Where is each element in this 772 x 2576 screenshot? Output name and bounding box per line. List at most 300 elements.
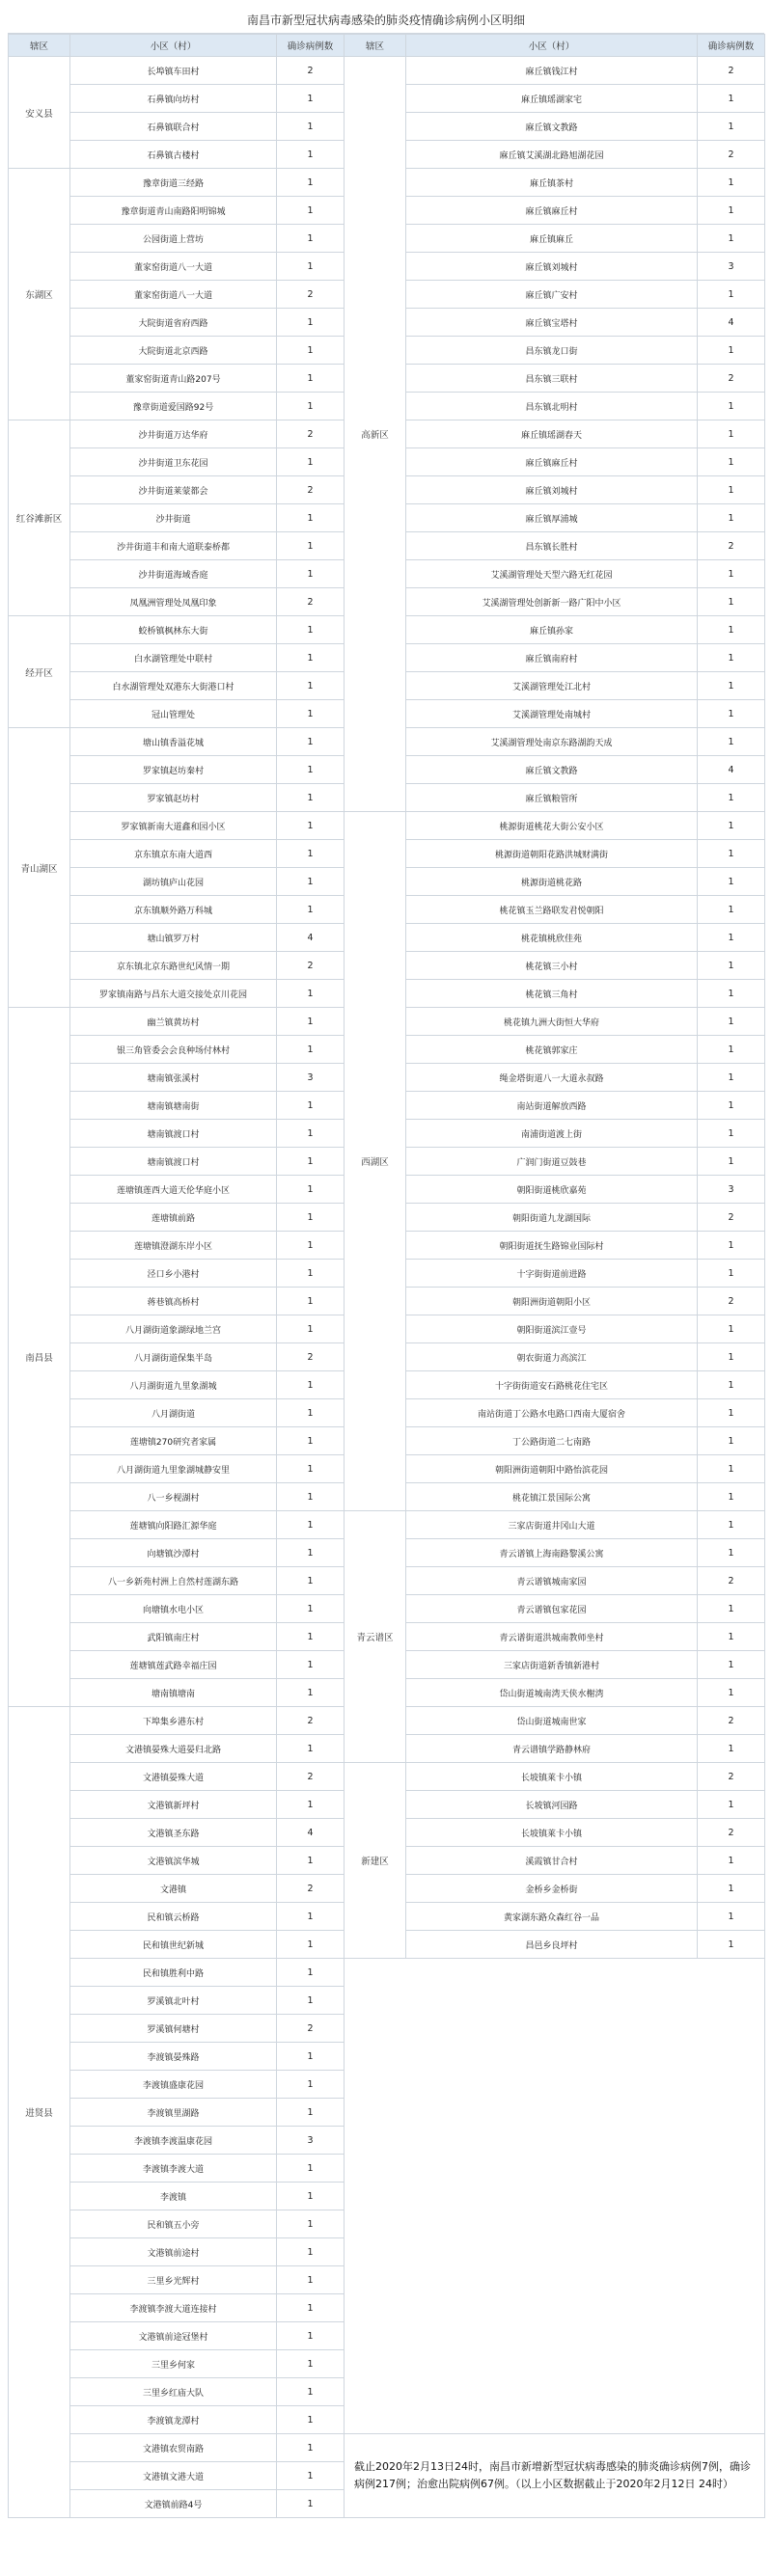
- case-count-cell: 1: [277, 1260, 345, 1288]
- case-count-cell: 1: [277, 644, 345, 672]
- community-cell: 京东镇京东南大道西: [70, 840, 277, 868]
- community-cell: 朝农街道力高滨江: [406, 1343, 698, 1371]
- community-cell: 麻丘镇麻丘: [406, 225, 698, 253]
- community-cell: 塘南镇塘南街: [70, 1092, 277, 1120]
- case-count-cell: 1: [698, 1483, 765, 1511]
- community-cell: 白水湖管理处中联村: [70, 644, 277, 672]
- community-cell: 麻丘镇南府村: [406, 644, 698, 672]
- community-cell: 莲塘镇澄湖东岸小区: [70, 1232, 277, 1260]
- community-cell: 麻丘镇孙家: [406, 616, 698, 644]
- case-count-cell: 1: [277, 532, 345, 560]
- case-count-cell: 1: [277, 560, 345, 588]
- community-cell: 白水湖管理处双港东大街港口村: [70, 672, 277, 700]
- community-cell: 民和镇五小旁: [70, 2210, 277, 2238]
- community-cell: 黄家湖东路众森红谷一品: [406, 1903, 698, 1931]
- community-cell: 广润门街道豆鼓巷: [406, 1148, 698, 1176]
- case-count-cell: 3: [277, 1064, 345, 1092]
- case-count-cell: 1: [698, 1679, 765, 1707]
- case-count-cell: 1: [698, 337, 765, 365]
- case-count-cell: 1: [277, 1176, 345, 1204]
- case-count-cell: 1: [698, 1595, 765, 1623]
- community-cell: 艾溪湖管理处南城村: [406, 700, 698, 728]
- community-cell: 麻丘镇麻丘村: [406, 448, 698, 476]
- case-count-cell: 1: [277, 365, 345, 393]
- case-count-cell: 1: [698, 1623, 765, 1651]
- community-cell: 昌东镇三联村: [406, 365, 698, 393]
- community-cell: 罗家镇赵坊村: [70, 784, 277, 812]
- community-cell: 昌东镇长胜村: [406, 532, 698, 560]
- case-count-cell: 1: [698, 616, 765, 644]
- case-count-cell: 2: [277, 1763, 345, 1791]
- community-cell: 文港镇: [70, 1875, 277, 1903]
- community-cell: 岱山街道城南湾天侠水榭湾: [406, 1679, 698, 1707]
- case-count-cell: 1: [277, 2434, 345, 2462]
- community-cell: 麻丘镇粮管所: [406, 784, 698, 812]
- case-count-cell: 1: [698, 1455, 765, 1483]
- header-community-left: 小区（村）: [70, 35, 277, 57]
- community-cell: 昌东镇北明村: [406, 393, 698, 420]
- community-cell: 朝阳街道桃欣嘉苑: [406, 1176, 698, 1204]
- case-count-cell: 1: [277, 113, 345, 141]
- community-cell: 幽兰镇黄坊村: [70, 1008, 277, 1036]
- community-cell: 南浦街道渡上街: [406, 1120, 698, 1148]
- community-cell: 朝阳洲街道朝阳小区: [406, 1288, 698, 1315]
- case-count-cell: 1: [277, 756, 345, 784]
- community-cell: 罗溪镇何塘村: [70, 2015, 277, 2043]
- community-cell: 南站街道解放西路: [406, 1092, 698, 1120]
- case-count-cell: 2: [698, 1288, 765, 1315]
- community-cell: 李渡镇晏殊路: [70, 2043, 277, 2071]
- community-cell: 朝阳洲街道朝阳中路怡滨花园: [406, 1455, 698, 1483]
- case-count-cell: 2: [277, 2015, 345, 2043]
- case-count-cell: 2: [277, 1707, 345, 1735]
- community-cell: 罗家镇南路与昌东大道交接处京川花园: [70, 980, 277, 1008]
- case-count-cell: 2: [698, 57, 765, 85]
- community-cell: 文港镇晏殊大道: [70, 1763, 277, 1791]
- community-cell: 桃花镇江景国际公寓: [406, 1483, 698, 1511]
- community-cell: 桃源街道桃花路: [406, 868, 698, 896]
- community-cell: 三里乡光辉村: [70, 2266, 277, 2294]
- case-count-cell: 1: [277, 448, 345, 476]
- community-cell: 罗家镇赵坊秦村: [70, 756, 277, 784]
- case-count-cell: 1: [277, 1315, 345, 1343]
- case-count-cell: 1: [698, 560, 765, 588]
- community-cell: 大院街道省府西路: [70, 309, 277, 337]
- case-count-cell: 1: [277, 896, 345, 924]
- case-count-cell: 1: [698, 504, 765, 532]
- case-count-cell: 1: [277, 1399, 345, 1427]
- community-cell: 凤凰洲管理处凤凰印象: [70, 588, 277, 616]
- community-cell: 石鼻镇向坊村: [70, 85, 277, 113]
- case-count-cell: 2: [277, 420, 345, 448]
- community-cell: 三家店街道新香镇新港村: [406, 1651, 698, 1679]
- community-cell: 京东镇顺外路万科城: [70, 896, 277, 924]
- community-cell: 文港镇新坪村: [70, 1791, 277, 1819]
- community-cell: 朝阳街道九龙湖国际: [406, 1204, 698, 1232]
- community-cell: 豫章街道三经路: [70, 169, 277, 197]
- county-cell: 南昌县: [9, 1008, 70, 1707]
- community-cell: 莲塘镇前路: [70, 1204, 277, 1232]
- community-cell: 莲塘镇向阳路汇源华庭: [70, 1511, 277, 1539]
- case-count-cell: 1: [277, 1148, 345, 1176]
- community-cell: 李渡镇李渡大道: [70, 2155, 277, 2183]
- community-cell: 文港镇晏殊大道晏归北路: [70, 1735, 277, 1763]
- county-cell: 红谷滩新区: [9, 420, 70, 616]
- case-count-cell: 1: [277, 1288, 345, 1315]
- county-cell: 西湖区: [345, 812, 406, 1511]
- case-count-cell: 1: [698, 1343, 765, 1371]
- case-count-cell: 1: [698, 644, 765, 672]
- case-count-cell: 1: [698, 197, 765, 225]
- community-cell: 丁公路街道二七南路: [406, 1427, 698, 1455]
- community-cell: 李渡镇李渡温康花园: [70, 2127, 277, 2155]
- case-count-cell: 1: [277, 1959, 345, 1987]
- case-count-cell: 2: [277, 57, 345, 85]
- community-cell: 昌东镇龙口街: [406, 337, 698, 365]
- case-count-cell: 1: [698, 728, 765, 756]
- community-cell: 长坡镇河园路: [406, 1791, 698, 1819]
- county-cell: 新建区: [345, 1763, 406, 1959]
- community-cell: 武阳镇南庄村: [70, 1623, 277, 1651]
- header-county-left: 辖区: [9, 35, 70, 57]
- community-cell: 蒋巷镇高桥村: [70, 1288, 277, 1315]
- case-count-cell: 1: [698, 896, 765, 924]
- county-cell: 高新区: [345, 57, 406, 812]
- community-cell: 三家店街道井冈山大道: [406, 1511, 698, 1539]
- community-cell: 塘南镇渡口村: [70, 1120, 277, 1148]
- case-count-cell: 1: [277, 2238, 345, 2266]
- community-cell: 青云谱镇城南家园: [406, 1567, 698, 1595]
- community-cell: 溪霞镇甘合村: [406, 1847, 698, 1875]
- case-count-cell: 1: [277, 1735, 345, 1763]
- case-count-cell: 1: [277, 2099, 345, 2127]
- case-count-cell: 1: [277, 253, 345, 281]
- case-count-cell: 1: [277, 784, 345, 812]
- case-count-cell: 1: [277, 1791, 345, 1819]
- case-count-cell: 1: [277, 2406, 345, 2434]
- case-count-cell: 1: [277, 1120, 345, 1148]
- case-count-cell: 1: [698, 812, 765, 840]
- case-count-cell: 1: [698, 784, 765, 812]
- county-cell: 进贤县: [9, 1707, 70, 2518]
- case-count-cell: 3: [698, 1176, 765, 1204]
- table-row: [9, 2434, 765, 2462]
- table-row: [9, 1511, 765, 1539]
- community-cell: 李渡镇盛康花园: [70, 2071, 277, 2099]
- community-cell: 湖坊镇庐山花园: [70, 868, 277, 896]
- community-cell: 文港镇文港大道: [70, 2462, 277, 2490]
- blank-area: [345, 1959, 765, 2434]
- table-row: [9, 57, 765, 85]
- community-cell: 莲塘镇莲武路幸福庄园: [70, 1651, 277, 1679]
- community-cell: 沙井街道卫东花园: [70, 448, 277, 476]
- community-cell: 文港镇农贸南路: [70, 2434, 277, 2462]
- community-cell: 麻丘镇钱江村: [406, 57, 698, 85]
- community-cell: 麻丘镇文教路: [406, 756, 698, 784]
- case-count-cell: 1: [698, 85, 765, 113]
- case-count-cell: 1: [698, 169, 765, 197]
- community-cell: 艾溪湖管理处江北村: [406, 672, 698, 700]
- case-count-cell: 1: [698, 393, 765, 420]
- case-count-cell: 1: [698, 448, 765, 476]
- community-cell: 青云谱镇包家花园: [406, 1595, 698, 1623]
- case-count-cell: 1: [277, 2350, 345, 2378]
- community-cell: 李渡镇里湖路: [70, 2099, 277, 2127]
- community-cell: 南站街道丁公路水电路口西南大厦宿舍: [406, 1399, 698, 1427]
- case-count-cell: 1: [698, 281, 765, 309]
- county-cell: 安义县: [9, 57, 70, 169]
- community-cell: 塘南镇塘南: [70, 1679, 277, 1707]
- case-count-cell: 1: [698, 1315, 765, 1343]
- community-cell: 八月湖街道: [70, 1399, 277, 1427]
- case-count-cell: 1: [277, 672, 345, 700]
- case-count-cell: 1: [277, 1483, 345, 1511]
- case-count-cell: 1: [277, 1427, 345, 1455]
- community-cell: 绳金塔街道八一大道永叔路: [406, 1064, 698, 1092]
- case-count-cell: 1: [698, 1064, 765, 1092]
- header-row: [9, 35, 765, 57]
- case-count-cell: 4: [277, 1819, 345, 1847]
- case-count-cell: 2: [277, 1875, 345, 1903]
- community-cell: 麻丘镇瑶湖家宅: [406, 85, 698, 113]
- case-count-cell: 1: [698, 1735, 765, 1763]
- case-count-cell: 2: [277, 952, 345, 980]
- community-cell: 蛟桥镇枫林东大街: [70, 616, 277, 644]
- community-cell: 麻丘镇瑶湖春天: [406, 420, 698, 448]
- case-count-cell: 1: [277, 2490, 345, 2518]
- community-cell: 长坡镇莱卡小镇: [406, 1763, 698, 1791]
- community-cell: 下埠集乡港东村: [70, 1707, 277, 1735]
- case-count-cell: 4: [277, 924, 345, 952]
- case-count-cell: 1: [277, 2155, 345, 2183]
- case-table: [8, 34, 765, 2518]
- case-count-cell: 1: [698, 1120, 765, 1148]
- case-count-cell: 1: [277, 1847, 345, 1875]
- case-count-cell: 1: [277, 1455, 345, 1483]
- case-count-cell: 1: [277, 868, 345, 896]
- case-count-cell: 1: [277, 1036, 345, 1064]
- case-count-cell: 1: [698, 1791, 765, 1819]
- case-count-cell: 1: [698, 1399, 765, 1427]
- case-count-cell: 1: [277, 2210, 345, 2238]
- header-community-right: 小区（村）: [406, 35, 698, 57]
- community-cell: 豫章街道青山南路阳明锦城: [70, 197, 277, 225]
- community-cell: 十字街街道安石路桃花住宅区: [406, 1371, 698, 1399]
- community-cell: 向塘镇沙潭村: [70, 1539, 277, 1567]
- case-count-cell: 1: [698, 1148, 765, 1176]
- community-cell: 公园街道上营坊: [70, 225, 277, 253]
- community-cell: 桃花镇桃欣佳苑: [406, 924, 698, 952]
- case-count-cell: 1: [698, 980, 765, 1008]
- community-cell: 十字街街道前进路: [406, 1260, 698, 1288]
- case-count-cell: 2: [277, 476, 345, 504]
- community-cell: 董家窑街道八一大道: [70, 281, 277, 309]
- community-cell: 长坡镇莱卡小镇: [406, 1819, 698, 1847]
- case-count-cell: 1: [277, 840, 345, 868]
- community-cell: 李渡镇龙潭村: [70, 2406, 277, 2434]
- community-cell: 长埠镇车田村: [70, 57, 277, 85]
- case-count-cell: 1: [277, 1931, 345, 1959]
- community-cell: 八月湖街道保集半岛: [70, 1343, 277, 1371]
- community-cell: 文港镇滨华城: [70, 1847, 277, 1875]
- case-count-cell: 1: [698, 1092, 765, 1120]
- community-cell: 豫章街道爱国路92号: [70, 393, 277, 420]
- case-count-cell: 1: [277, 1987, 345, 2015]
- community-cell: 八月湖街道九里象湖城: [70, 1371, 277, 1399]
- case-count-cell: 1: [698, 1008, 765, 1036]
- case-count-cell: 1: [698, 952, 765, 980]
- community-cell: 民和镇云桥路: [70, 1903, 277, 1931]
- community-cell: 麻丘镇刘城村: [406, 476, 698, 504]
- case-count-cell: 1: [277, 2294, 345, 2322]
- community-cell: 李渡镇李渡大道连接村: [70, 2294, 277, 2322]
- community-cell: 八月湖街道九里象湖城静安里: [70, 1455, 277, 1483]
- case-count-cell: 1: [277, 728, 345, 756]
- case-count-cell: 2: [698, 1763, 765, 1791]
- county-cell: 经开区: [9, 616, 70, 728]
- community-cell: 沙井街道万达华府: [70, 420, 277, 448]
- case-count-cell: 1: [277, 2183, 345, 2210]
- case-count-cell: 1: [698, 672, 765, 700]
- table-row: [9, 1763, 765, 1791]
- community-cell: 桃花镇三小村: [406, 952, 698, 980]
- case-count-cell: 2: [698, 1567, 765, 1595]
- case-count-cell: 1: [698, 1539, 765, 1567]
- community-cell: 青云谱镇学路静林府: [406, 1735, 698, 1763]
- case-count-cell: 1: [277, 1204, 345, 1232]
- case-count-cell: 1: [698, 588, 765, 616]
- case-count-cell: 2: [698, 532, 765, 560]
- community-cell: 青云谱镇上海南路黎溪公寓: [406, 1539, 698, 1567]
- case-count-cell: 1: [698, 840, 765, 868]
- community-cell: 莲塘镇270研究者家属: [70, 1427, 277, 1455]
- community-cell: 向塘镇水电小区: [70, 1595, 277, 1623]
- footnote: 截止2020年2月13日24时，南昌市新增新型冠状病毒感染的肺炎确诊病例7例，确诊病例217例；治愈出院病例67例。（以上小区数据截止于2020年2月12日 24时）: [345, 2434, 765, 2518]
- community-cell: 桃花镇三角村: [406, 980, 698, 1008]
- community-cell: 桃花镇玉兰路联发君悦朝阳: [406, 896, 698, 924]
- case-count-cell: 3: [277, 2127, 345, 2155]
- case-count-cell: 4: [698, 756, 765, 784]
- page-title: 南昌市新型冠状病毒感染的肺炎疫情确诊病例小区明细: [8, 8, 764, 34]
- case-count-cell: 1: [698, 1511, 765, 1539]
- community-cell: 莲塘镇莲西大道天伦华庭小区: [70, 1176, 277, 1204]
- case-count-cell: 1: [277, 2266, 345, 2294]
- case-count-cell: 1: [277, 141, 345, 169]
- community-cell: 石鼻镇联合村: [70, 113, 277, 141]
- community-cell: 麻丘镇麻丘村: [406, 197, 698, 225]
- case-count-cell: 1: [698, 113, 765, 141]
- community-cell: 大院街道北京西路: [70, 337, 277, 365]
- community-cell: 麻丘镇宝塔村: [406, 309, 698, 337]
- case-count-cell: 1: [277, 1232, 345, 1260]
- case-count-cell: 1: [698, 420, 765, 448]
- community-cell: 麻丘镇艾溪湖北路旭湖花园: [406, 141, 698, 169]
- case-count-cell: 1: [277, 1623, 345, 1651]
- community-cell: 艾溪湖管理处南京东路湖韵天成: [406, 728, 698, 756]
- community-cell: 泾口乡小港村: [70, 1260, 277, 1288]
- case-count-cell: 1: [277, 1595, 345, 1623]
- case-list-sheet: [8, 8, 764, 2518]
- community-cell: 塘南镇张溪村: [70, 1064, 277, 1092]
- case-count-cell: 1: [698, 1036, 765, 1064]
- case-count-cell: 1: [277, 1651, 345, 1679]
- community-cell: 银三角管委会会良种场付林村: [70, 1036, 277, 1064]
- community-cell: 岱山街道城南世家: [406, 1707, 698, 1735]
- community-cell: 桃源街道桃花大街公安小区: [406, 812, 698, 840]
- community-cell: 桃花镇郭家庄: [406, 1036, 698, 1064]
- header-count-right: 确诊病例数: [698, 35, 765, 57]
- community-cell: 董家窑街道青山路207号: [70, 365, 277, 393]
- community-cell: 麻丘镇刘城村: [406, 253, 698, 281]
- community-cell: 文港镇前途冠堡村: [70, 2322, 277, 2350]
- community-cell: 麻丘镇茶村: [406, 169, 698, 197]
- community-cell: 艾溪湖管理处创新新一路广阳中小区: [406, 588, 698, 616]
- community-cell: 塘山镇香溢花城: [70, 728, 277, 756]
- community-cell: 桃源街道朝阳花路洪城财满街: [406, 840, 698, 868]
- community-cell: 罗溪镇北叶村: [70, 1987, 277, 2015]
- case-count-cell: 1: [698, 1903, 765, 1931]
- case-count-cell: 1: [277, 504, 345, 532]
- community-cell: 沙井街道丰和南大道联泰桥都: [70, 532, 277, 560]
- community-cell: 艾溪湖管理处天型六路无红花园: [406, 560, 698, 588]
- case-count-cell: 1: [277, 812, 345, 840]
- community-cell: 金桥乡金桥街: [406, 1875, 698, 1903]
- community-cell: 沙井街道: [70, 504, 277, 532]
- case-count-cell: 1: [698, 868, 765, 896]
- case-count-cell: 1: [277, 1567, 345, 1595]
- community-cell: 桃花镇九洲大街恒大华府: [406, 1008, 698, 1036]
- case-count-cell: 1: [277, 225, 345, 253]
- case-count-cell: 2: [698, 141, 765, 169]
- case-count-cell: 1: [277, 1371, 345, 1399]
- community-cell: 朝阳街道抚生路锦业国际村: [406, 1232, 698, 1260]
- community-cell: 沙井街道海域香庭: [70, 560, 277, 588]
- community-cell: 八一乡枧湖村: [70, 1483, 277, 1511]
- county-cell: 东湖区: [9, 169, 70, 420]
- community-cell: 八一乡新苑村洲上自然村莲湖东路: [70, 1567, 277, 1595]
- case-count-cell: 2: [698, 1707, 765, 1735]
- case-count-cell: 1: [698, 924, 765, 952]
- case-count-cell: 2: [698, 365, 765, 393]
- case-count-cell: 1: [698, 225, 765, 253]
- case-count-cell: 1: [698, 1875, 765, 1903]
- community-cell: 塘南镇渡口村: [70, 1148, 277, 1176]
- case-count-cell: 1: [277, 1903, 345, 1931]
- case-count-cell: 1: [698, 1847, 765, 1875]
- table-row: [9, 1959, 765, 1987]
- county-cell: 青山湖区: [9, 728, 70, 1008]
- community-cell: 罗家镇新南大道鑫和园小区: [70, 812, 277, 840]
- case-count-cell: 1: [698, 476, 765, 504]
- community-cell: 民和镇世纪新城: [70, 1931, 277, 1959]
- case-count-cell: 1: [698, 1651, 765, 1679]
- case-count-cell: 1: [277, 2043, 345, 2071]
- case-count-cell: 1: [277, 1511, 345, 1539]
- case-count-cell: 1: [277, 1092, 345, 1120]
- case-count-cell: 4: [698, 309, 765, 337]
- community-cell: 石鼻镇古楼村: [70, 141, 277, 169]
- community-cell: 朝阳街道滨江壹号: [406, 1315, 698, 1343]
- case-count-cell: 1: [277, 616, 345, 644]
- community-cell: 民和镇胜利中路: [70, 1959, 277, 1987]
- case-count-cell: 1: [277, 169, 345, 197]
- case-count-cell: 2: [277, 281, 345, 309]
- community-cell: 三里乡何家: [70, 2350, 277, 2378]
- case-count-cell: 1: [277, 2378, 345, 2406]
- case-count-cell: 1: [277, 2462, 345, 2490]
- case-count-cell: 1: [277, 1679, 345, 1707]
- community-cell: 麻丘镇广安村: [406, 281, 698, 309]
